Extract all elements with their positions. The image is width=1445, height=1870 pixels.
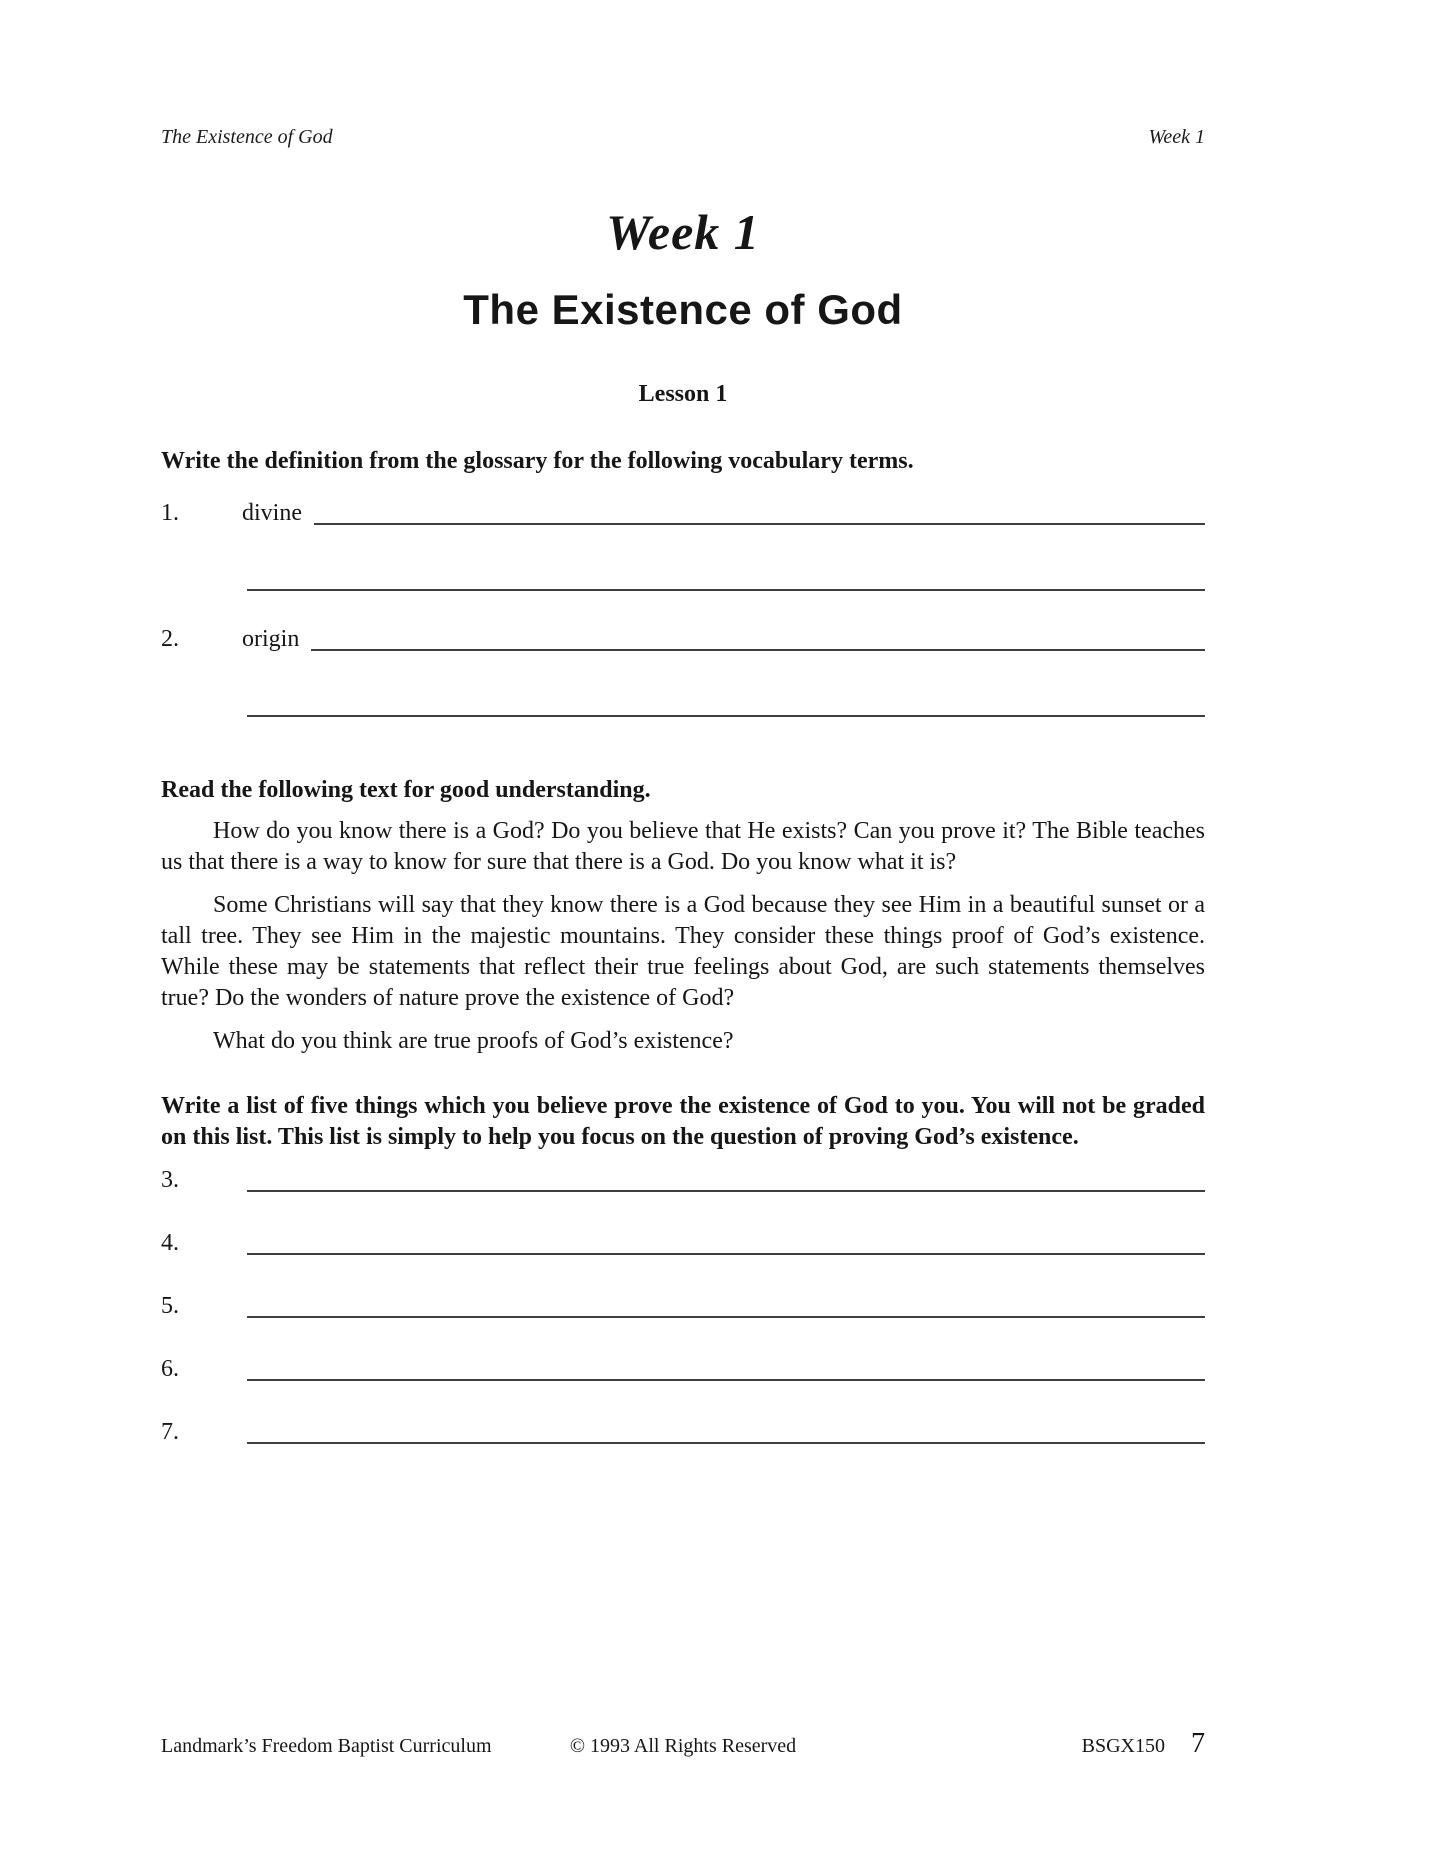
answer-blank-line[interactable] bbox=[247, 1190, 1205, 1192]
answer-blank-line[interactable] bbox=[247, 589, 1205, 591]
answer-blank-line[interactable] bbox=[247, 1379, 1205, 1381]
list-item-number: 6. bbox=[161, 1356, 179, 1382]
reading-paragraph-2: Some Christians will say that they know there is a God because they see Him in a beautiful sunset or a tall tree. They see Him in the majestic mountains. They consider these things proof of God’s existence. While these may be statements that reflect their true feelings about God, are such statements themselves true? Do the wonders of nature prove the existence of God? bbox=[161, 892, 1205, 1011]
reading-paragraph-3: What do you think are true proofs of God’s existence? bbox=[213, 1028, 734, 1054]
vocab-item-number: 1. bbox=[161, 500, 179, 526]
week-title: Week 1 bbox=[606, 204, 760, 260]
answer-blank-line[interactable] bbox=[247, 1316, 1205, 1318]
answer-blank-line[interactable] bbox=[247, 1253, 1205, 1255]
list-item-4 bbox=[161, 1194, 1205, 1257]
answer-blank-line[interactable] bbox=[247, 1442, 1205, 1444]
lesson-heading: Lesson 1 bbox=[638, 381, 728, 407]
list-item-number: 4. bbox=[161, 1230, 179, 1256]
list-item-number: 3. bbox=[161, 1167, 179, 1193]
list-item-7 bbox=[161, 1383, 1205, 1446]
list-item-5 bbox=[161, 1257, 1205, 1320]
reading-paragraph-1: How do you know there is a God? Do you believe that He exists? Can you prove it? The Bible teaches us that there is a way to know for sure that there is a God. Do you know what it is? bbox=[161, 818, 1205, 875]
list-instruction: Write a list of five things which you believe prove the existence of God to you. You will not be graded on this list. This list is simply to help you focus on the question of proving God’s existence. bbox=[161, 1093, 1205, 1150]
vocab-term: divine bbox=[242, 500, 302, 526]
running-header-left: The Existence of God bbox=[161, 126, 333, 148]
vocab-item-2 bbox=[161, 621, 1205, 653]
running-header bbox=[161, 126, 1205, 148]
footer-publisher: Landmark’s Freedom Baptist Curriculum bbox=[161, 1735, 492, 1757]
list-item-number: 5. bbox=[161, 1293, 179, 1319]
vocab-instruction: Write the definition from the glossary for the following vocabulary terms. bbox=[161, 448, 914, 474]
answer-blank-line[interactable] bbox=[247, 715, 1205, 717]
list-item-number: 7. bbox=[161, 1419, 179, 1445]
vocab-item-1 bbox=[161, 495, 1205, 527]
answer-blank-line[interactable] bbox=[311, 649, 1205, 651]
footer-right-group bbox=[1081, 1728, 1205, 1759]
vocab-item-number: 2. bbox=[161, 626, 179, 652]
list-item-6 bbox=[161, 1320, 1205, 1383]
numbered-blank-list bbox=[161, 1131, 1205, 1446]
footer-course-code: BSGX150 bbox=[1081, 1735, 1165, 1757]
page-number: 7 bbox=[1191, 1728, 1205, 1759]
running-header-right: Week 1 bbox=[1148, 126, 1205, 148]
footer-copyright: © 1993 All Rights Reserved bbox=[569, 1735, 797, 1757]
page-title: The Existence of God bbox=[463, 286, 903, 333]
answer-blank-line[interactable] bbox=[314, 523, 1205, 525]
vocab-term: origin bbox=[242, 626, 300, 652]
reading-instruction: Read the following text for good understanding. bbox=[161, 777, 651, 803]
